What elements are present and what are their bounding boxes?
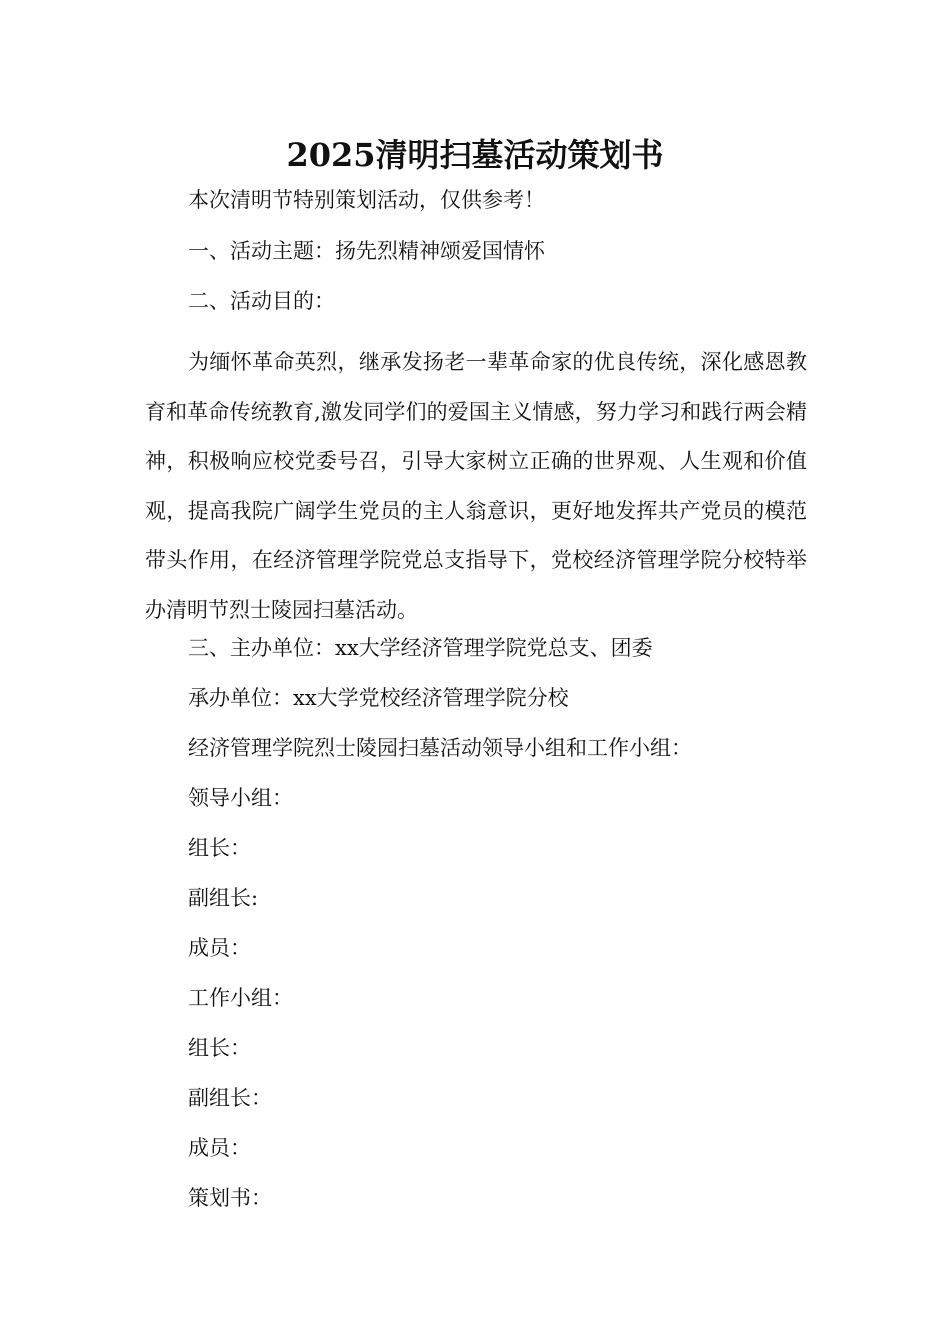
- groups-heading: 经济管理学院烈士陵园扫墓活动领导小组和工作小组：: [188, 736, 692, 760]
- document-title: 2025清明扫墓活动策划书: [286, 136, 664, 174]
- section-theme: 一、活动主题：扬先烈精神颂爱国情怀: [188, 239, 545, 263]
- intro-text: 本次清明节特别策划活动，仅供参考！: [188, 188, 545, 212]
- planner-label: 策划书：: [188, 1186, 272, 1210]
- section-organizer: 三、主办单位：xx大学经济管理学院党总支、团委: [188, 636, 653, 660]
- leading-group-label: 领导小组：: [188, 786, 293, 810]
- section-purpose-heading: 二、活动目的：: [188, 289, 335, 313]
- working-group-members: 成员：: [188, 1136, 251, 1160]
- working-group-leader: 组长：: [188, 1036, 251, 1060]
- working-group-deputy: 副组长：: [188, 1086, 272, 1110]
- leading-group-deputy: 副组长:: [188, 886, 259, 910]
- purpose-paragraph: 为缅怀革命英烈，继承发扬老一辈革命家的优良传统，深化感恩教育和革命传统教育,激发同学们的爱国主义情感，努力学习和践行两会精神，积极响应校党委号召，引导大家树立正确的世界观、人生观和价值观，提高我院广阔学生党员的主人翁意识，更好地发挥共产党员的模范带头作用，在经济管理学院党总支指导下，党校经济管理学院分校特举办清明节烈士陵园扫墓活动。: [145, 350, 807, 622]
- leading-group-leader: 组长：: [188, 836, 251, 860]
- leading-group-members: 成员：: [188, 936, 251, 960]
- working-group-label: 工作小组：: [188, 986, 293, 1010]
- co-organizer: 承办单位：xx大学党校经济管理学院分校: [188, 686, 569, 710]
